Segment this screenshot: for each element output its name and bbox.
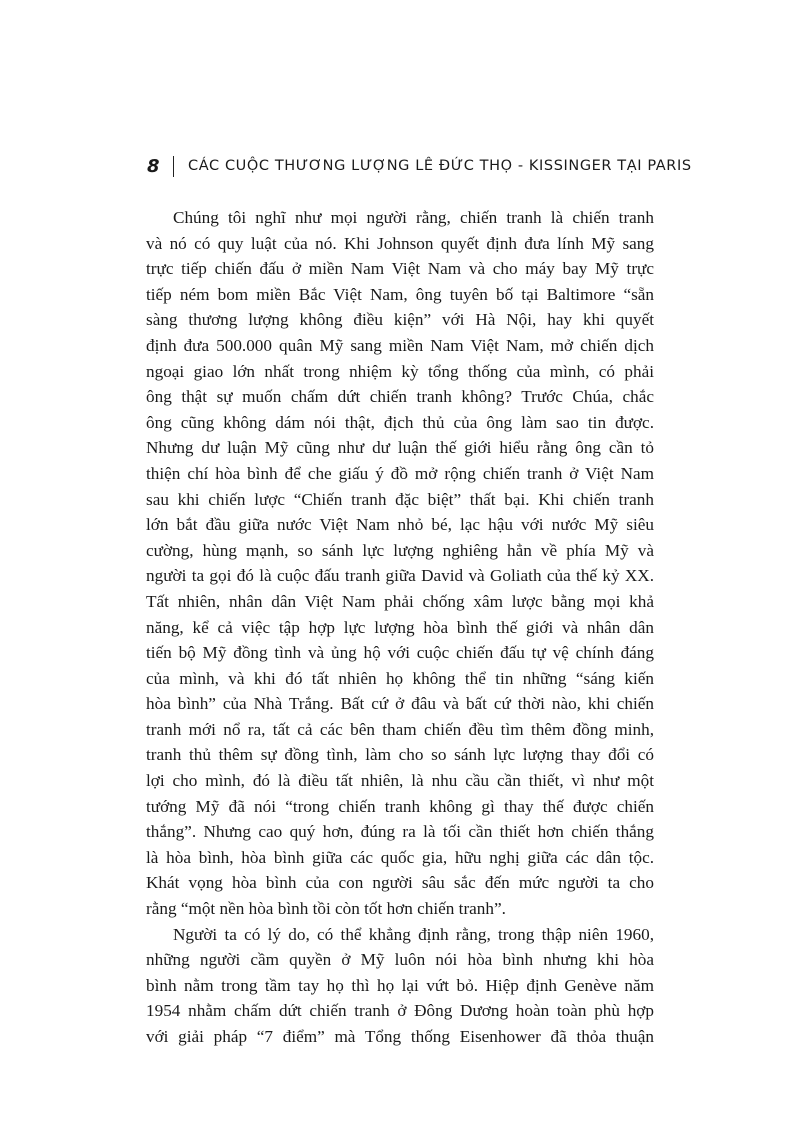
text-line: năng, kể cả việc tập hợp lực lượng hòa bình thế giới và nhân dân (146, 617, 654, 637)
text-line: thắng”. Nhưng cao quý hơn, đúng ra là tối cần thiết hơn chiến thắng (146, 822, 654, 842)
text-line: người ta gọi đó là cuộc đấu tranh giữa David và Goliath của thế kỷ XX. (146, 566, 654, 586)
text-line: sau khi chiến lược “Chiến tranh đặc biệt” thất bại. Khi chiến tranh (146, 489, 654, 509)
text-line: tranh thủ thêm sự đồng tình, làm cho so sánh lực lượng thay đổi có (146, 745, 654, 765)
text-line: lợi cho mình, đó là điều tất nhiên, là nhu cầu cần thiết, vì như một (146, 771, 654, 791)
text-line: định đưa 500.000 quân Mỹ sang miền Nam Việt Nam, mở chiến dịch (146, 335, 654, 355)
text-line: tiếp ném bom miền Bắc Việt Nam, ông tuyên bố tại Baltimore “sẵn (146, 284, 654, 304)
body-text (146, 205, 654, 1050)
text-line: Chúng tôi nghĩ như mọi người rằng, chiến tranh là chiến tranh (173, 208, 654, 227)
running-title: CÁC CUỘC THƯƠNG LƯỢNG LÊ ĐỨC THỌ - KISSINGER TẠI PARIS (188, 158, 692, 174)
paragraph (146, 922, 654, 1050)
text-line: tranh mới nổ ra, tất cả các bên tham chiến đều tìm thêm đồng minh, (146, 719, 654, 739)
text-line: tiến bộ Mỹ đồng tình và ủng hộ với cuộc chiến đấu tự vệ chính đáng (146, 643, 654, 663)
text-line: thiện chí hòa bình để che giấu ý đồ mở rộng chiến tranh ở Việt Nam (146, 463, 654, 483)
running-header (147, 154, 692, 178)
text-line: sàng thương lượng không điều kiện” với Hà Nội, hay khi quyết (146, 310, 654, 330)
text-line: của mình, và khi đó tất nhiên họ không thể tin những “sáng kiến (146, 668, 654, 688)
text-line: Khát vọng hòa bình của con người sâu sắc đến mức người ta cho (146, 873, 654, 893)
text-line: 1954 nhằm chấm dứt chiến tranh ở Đông Dương hoàn toàn phù hợp (146, 1001, 654, 1021)
text-line: là hòa bình, hòa bình giữa các quốc gia, hữu nghị giữa các dân tộc. (146, 847, 654, 867)
text-line: hòa bình” của Nhà Trắng. Bất cứ ở đâu và bất cứ thời nào, khi chiến (146, 694, 654, 714)
text-line: những người cầm quyền ở Mỹ luôn nói hòa bình nhưng khi hòa (146, 950, 654, 970)
text-line: Người ta có lý do, có thể khẳng định rằng, trong thập niên 1960, (173, 924, 654, 944)
text-line: cường, hùng mạnh, so sánh lực lượng nghiêng hẳn về phía Mỹ và (146, 540, 654, 560)
header-divider (173, 156, 175, 177)
text-line: tướng Mỹ đã nói “trong chiến tranh không gì thay thế được chiến (146, 796, 654, 816)
page-number: 8 (147, 155, 160, 177)
text-line: Nhưng dư luận Mỹ cũng như dư luận thế giới hiểu rằng ông cần tỏ (146, 438, 654, 458)
text-line: và nó có quy luật của nó. Khi Johnson quyết định đưa lính Mỹ sang (146, 233, 654, 253)
paragraph (146, 205, 654, 922)
text-line: ông cũng không dám nói thật, địch thủ của ông làm sao tin được. (146, 412, 654, 432)
text-line: Tất nhiên, nhân dân Việt Nam phải chống xâm lược bằng mọi khả (146, 591, 654, 611)
text-line: bình nằm trong tầm tay họ thì họ lại vứt bỏ. Hiệp định Genève năm (146, 975, 654, 995)
text-line: với giải pháp “7 điểm” mà Tổng thống Eisenhower đã thỏa thuận (146, 1027, 654, 1046)
text-line: ngoại giao lớn nhất trong nhiệm kỳ tổng thống của mình, có phải (146, 361, 654, 381)
text-line: rằng “một nền hòa bình tồi còn tốt hơn chiến tranh”. (146, 899, 506, 919)
text-line: lớn bắt đầu giữa nước Việt Nam nhỏ bé, lạc hậu với nước Mỹ siêu (146, 515, 654, 535)
text-line: ông thật sự muốn chấm dứt chiến tranh không? Trước Chúa, chắc (146, 387, 654, 407)
text-line: trực tiếp chiến đấu ở miền Nam Việt Nam và cho máy bay Mỹ trực (146, 259, 654, 279)
